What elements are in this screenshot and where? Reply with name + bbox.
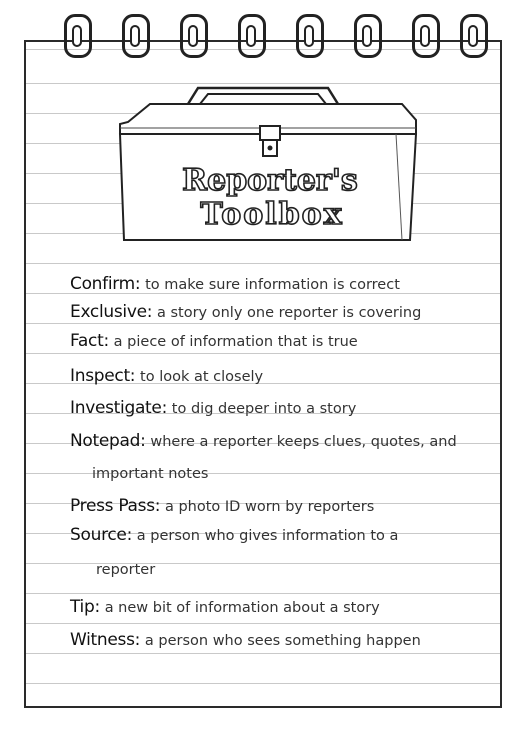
vocab-definition: a piece of information that is true [113,334,358,350]
vocab-definition: to look at closely [140,369,264,385]
vocab-entry [70,274,400,294]
spiral-ring-icon [296,14,324,58]
vocab-definition: a person who gives information to a [136,528,399,544]
vocab-entry [70,366,263,386]
vocab-definition: a new bit of information about a story [104,600,380,616]
spiral-ring-icon [354,14,382,58]
vocab-term: Fact: [70,331,109,351]
vocab-entry [70,525,398,545]
vocab-definition: a photo ID worn by reporters [164,499,375,515]
vocab-definition: to make sure information is correct [145,277,400,293]
vocab-entry [70,398,356,418]
title-line-1: Reporter's [182,163,358,198]
vocab-term: Tip: [70,597,100,617]
vocab-definition-continued: reporter [96,562,156,578]
vocab-term: Inspect: [70,366,136,386]
vocab-definition: to dig deeper into a story [171,401,357,417]
spiral-ring-icon [460,14,488,58]
vocab-definition: a story only one reporter is covering [156,305,422,321]
vocab-term: Investigate: [70,398,168,418]
vocab-term: Press Pass: [70,496,161,516]
spiral-ring-icon [180,14,208,58]
vocab-term: Witness: [70,630,141,650]
vocab-entry [70,496,374,516]
vocab-entry [70,630,421,650]
vocab-term: Notepad: [70,431,146,451]
vocab-definition: a person who sees something happen [144,633,421,649]
spiral-ring-icon [122,14,150,58]
vocab-term: Source: [70,525,133,545]
spiral-ring-icon [64,14,92,58]
vocab-entry [70,431,457,451]
vocab-entry [70,302,421,322]
spiral-ring-icon [238,14,266,58]
title-line-2: Toolbox [200,197,344,232]
toolbox-illustration [110,82,420,250]
vocab-term: Confirm: [70,274,141,294]
vocab-term: Exclusive: [70,302,153,322]
vocab-entry [70,331,358,351]
vocab-definition-continued: important notes [92,466,209,482]
vocab-entry [70,597,380,617]
spiral-ring-icon [412,14,440,58]
vocab-definition: where a reporter keeps clues, quotes, and [150,434,457,450]
